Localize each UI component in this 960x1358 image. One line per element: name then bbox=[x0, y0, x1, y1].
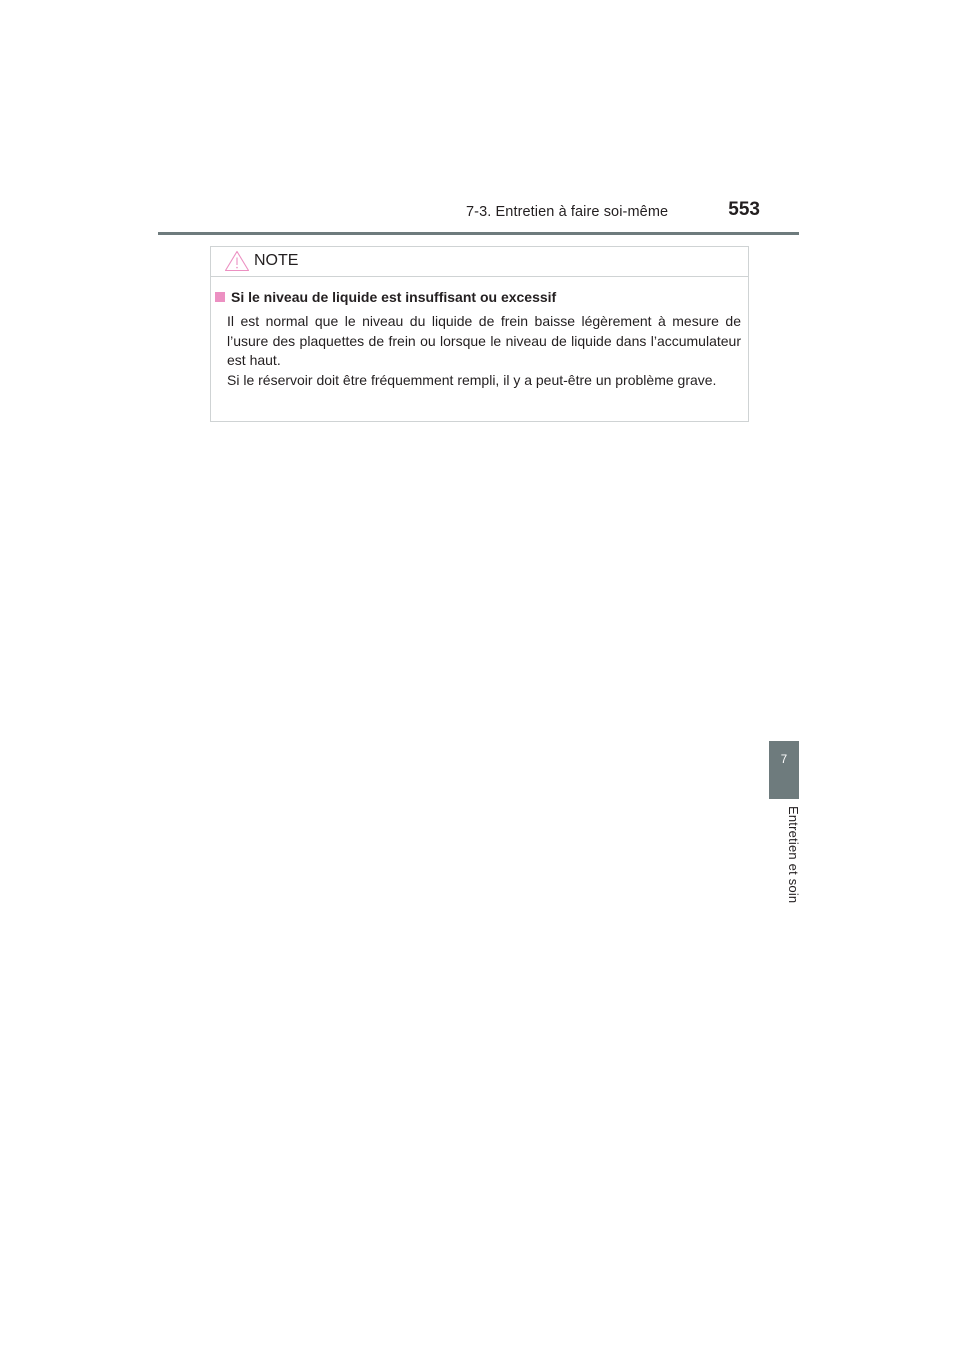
note-title: NOTE bbox=[254, 252, 299, 269]
chapter-tab bbox=[769, 741, 799, 799]
note-subheading bbox=[215, 287, 741, 307]
section-title: 7-3. Entretien à faire soi-même bbox=[466, 204, 669, 220]
warning-triangle-icon bbox=[224, 250, 250, 272]
note-paragraph-1: Il est normal que le niveau du liquide de frein baisse légèrement à mesure de l’usure des plaquettes de frein ou lorsque le niveau de liquide dans l’accumulateur est haut. bbox=[227, 313, 741, 368]
header-rule bbox=[158, 232, 799, 235]
note-header bbox=[211, 247, 748, 277]
note-subheading-text: Si le niveau de liquide est insuffisant ou excessif bbox=[231, 289, 557, 305]
page-number: 553 bbox=[728, 199, 760, 220]
note-body bbox=[215, 287, 741, 390]
chapter-title: Entretien et soin bbox=[786, 806, 801, 904]
bullet-square-icon bbox=[215, 292, 225, 302]
note-box bbox=[210, 246, 749, 422]
chapter-number: 7 bbox=[780, 754, 788, 766]
note-paragraph-2: Si le réservoir doit être fréquemment rempli, il y a peut-être un problème grave. bbox=[227, 371, 717, 388]
